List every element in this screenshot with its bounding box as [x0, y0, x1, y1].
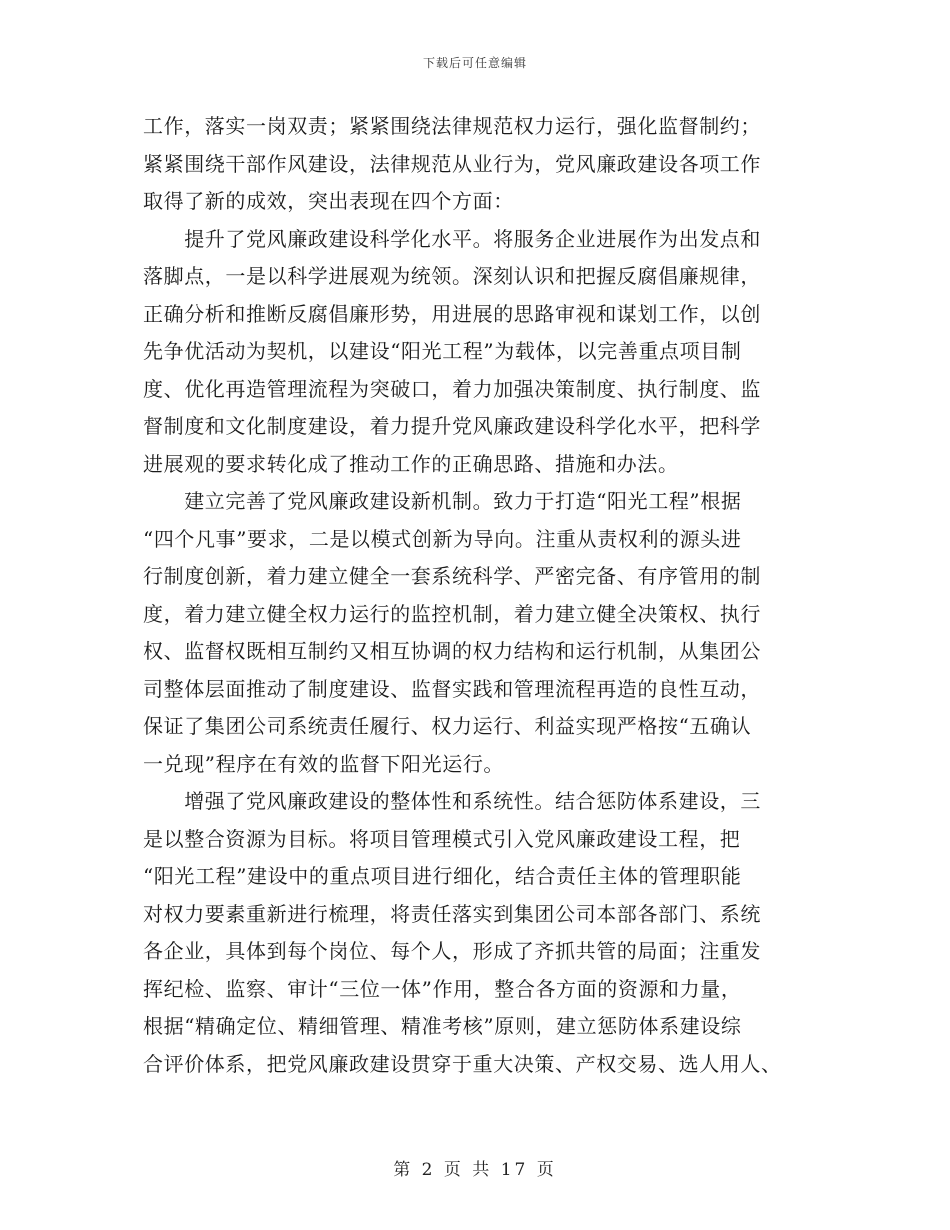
- text-line: 根据“精确定位、精细管理、精准考核”原则，建立惩防体系建设综: [143, 1014, 742, 1038]
- text-line: 紧紧围绕干部作风建设，法律规范从业行为，党风廉政建设各项工作: [143, 151, 761, 176]
- text-line: 对权力要素重新进行梳理，将责任落实到集团公司本部各部门、系统: [143, 901, 761, 926]
- text-line: 合评价体系，把党风廉政建设贯穿于重大决策、产权交易、选人用人、: [143, 1051, 782, 1076]
- text-line: 先争优活动为契机，以建设“阳光工程”为载体，以完善重点项目制: [143, 339, 742, 363]
- text-line: 取得了新的成效，突出表现在四个方面：: [143, 189, 514, 213]
- text-line: 工作，落实一岗双责；紧紧围绕法律规范权力运行，强化监督制约；: [143, 114, 761, 138]
- text-line: 进展观的要求转化成了推动工作的正确思路、措施和办法。: [143, 451, 679, 476]
- text-line: “阳光工程”建设中的重点项目进行细化，结合责任主体的管理职能: [143, 864, 742, 888]
- text-line: 度、优化再造管理流程为突破口，着力加强决策制度、执行制度、监: [143, 376, 761, 401]
- text-line: 行制度创新，着力建立健全一套系统科学、严密完备、有序管用的制: [143, 564, 761, 588]
- document-body: [143, 108, 807, 1083]
- text-line: 一兑现”程序在有效的监督下阳光运行。: [143, 751, 505, 776]
- text-line: 落脚点，一是以科学进展观为统领。深刻认识和把握反腐倡廉规律，: [143, 264, 761, 288]
- paragraph-start-line: 增强了党风廉政建设的整体性和系统性。结合惩防体系建设，三: [143, 789, 761, 813]
- text-line: 司整体层面推动了制度建设、监督实践和管理流程再造的良性互动，: [143, 676, 761, 701]
- text-line: 保证了集团公司系统责任履行、权力运行、利益实现严格按“五确认: [143, 714, 752, 738]
- text-line: 各企业，具体到每个岗位、每个人，形成了齐抓共管的局面；注重发: [143, 939, 761, 963]
- text-line: 度，着力建立健全权力运行的监控机制，着力建立健全决策权、执行: [143, 601, 761, 626]
- page-header: 下载后可任意编辑: [422, 56, 527, 70]
- paragraph-start-line: 建立完善了党风廉政建设新机制。致力于打造“阳光工程”根据: [143, 489, 742, 513]
- paragraph-start-line: 提升了党风廉政建设科学化水平。将服务企业进展作为出发点和: [143, 226, 761, 251]
- text-line: 挥纪检、监察、审计“三位一体”作用，整合各方面的资源和力量，: [143, 976, 742, 1001]
- text-line: “四个凡事”要求，二是以模式创新为导向。注重从责权利的源头进: [143, 526, 742, 551]
- text-line: 是以整合资源为目标。将项目管理模式引入党风廉政建设工程，把: [143, 826, 741, 851]
- text-line: 权、监督权既相互制约又相互协调的权力结构和运行机制，从集团公: [143, 639, 761, 663]
- text-line: 督制度和文化制度建设，着力提升党风廉政建设科学化水平，把科学: [143, 414, 761, 438]
- text-line: 正确分析和推断反腐倡廉形势，用进展的思路审视和谋划工作，以创: [143, 301, 761, 326]
- page-number-footer: 第 2 页 共 17 页: [393, 1160, 557, 1180]
